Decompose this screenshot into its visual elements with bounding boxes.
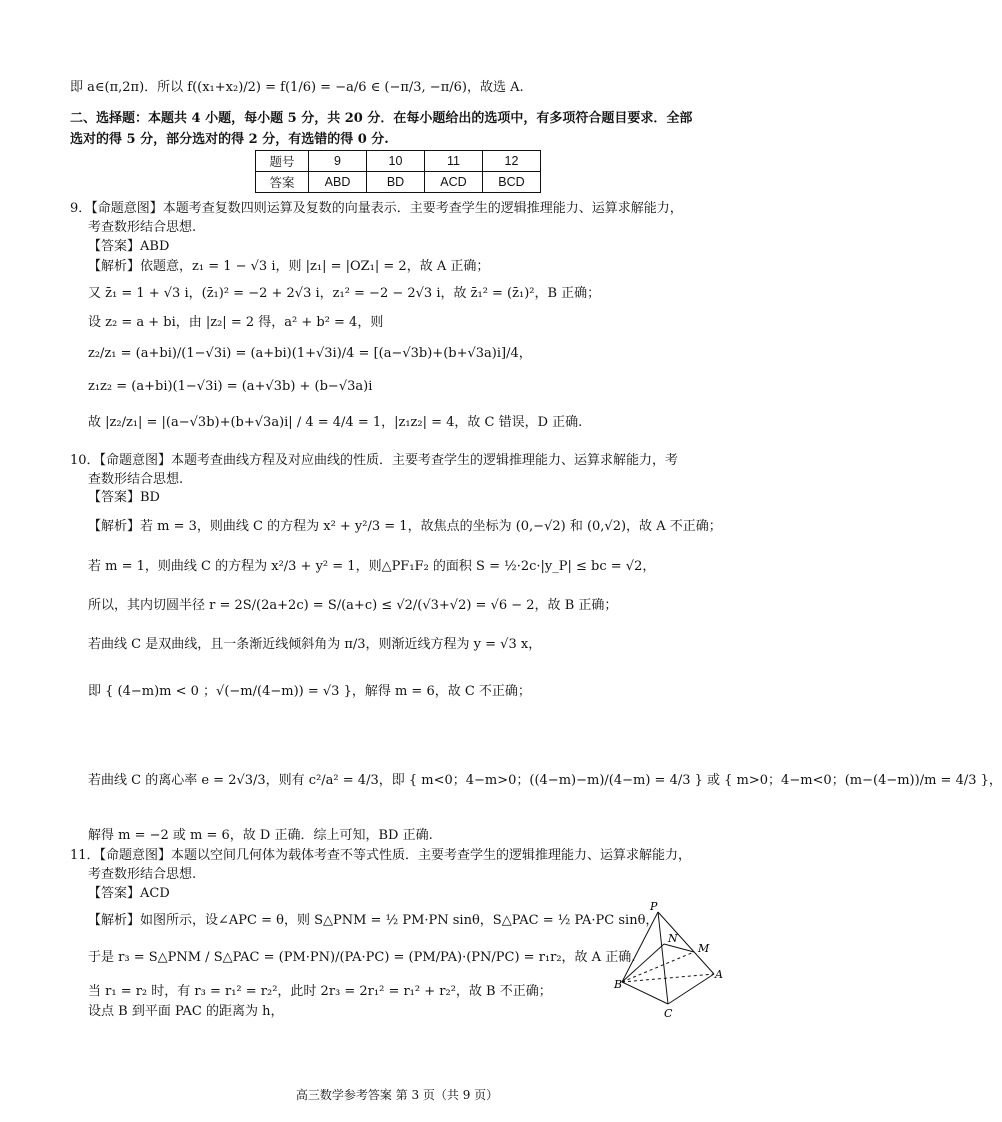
q9-analysis-4: z₂/z₁ = (a+bi)/(1−√3i) = (a+bi)(1+√3i)/4 = [(a−√3b)+(b+√3a)i]/4，: [88, 346, 532, 361]
q11-analysis-4: 设点 B 到平面 PAC 的距离为 h，: [88, 1004, 284, 1019]
table-cell: BCD: [483, 172, 541, 193]
edge-CA: [668, 974, 714, 1004]
label-C: C: [664, 1007, 673, 1020]
edge-BN: [622, 944, 664, 982]
q10-analysis-5: 即 { (4−m)m < 0 ；√(−m/(4−m)) = √3 }，解得 m = 6，故 C 不正确；: [88, 684, 531, 699]
q9-intent-cont: 考查数形结合思想.: [88, 220, 197, 235]
table-cell: BD: [367, 172, 425, 193]
q9-intent: 9．【命题意图】本题考查复数四则运算及复数的向量表示．主要考查学生的逻辑推理能力、运算求解能力，: [70, 201, 683, 216]
q11-analysis-3: 当 r₁ = r₂ 时，有 r₃ = r₁² = r₂²，此时 2r₃ = 2r₁² = r₁² + r₂²，故 B 不正确；: [88, 984, 552, 999]
q10-analysis-6: 若曲线 C 的离心率 e = 2√3/3，则有 c²/a² = 4/3，即 { m<0；4−m>0；((4−m)−m)/(4−m) = 4/3 } 或 { m>0；4−m<0；(m−(4−m))/m = 4/3 }，: [88, 773, 1002, 788]
q10-analysis-7: 解得 m = −2 或 m = 6，故 D 正确．综上可知，BD 正确.: [88, 828, 433, 843]
label-P: P: [650, 900, 658, 913]
table-cell: 11: [425, 151, 483, 172]
edge-NM: [664, 944, 694, 952]
q11-intent-cont: 考查数形结合思想.: [88, 867, 197, 882]
table-cell: 12: [483, 151, 541, 172]
q11-analysis-1: 【解析】如图所示，设∠APC = θ，则 S△PNM = ½ PM·PN sinθ，S△PAC = ½ PA·PC sinθ，: [88, 913, 659, 928]
q10-analysis-4: 若曲线 C 是双曲线，且一条渐近线倾斜角为 π/3，则渐近线方程为 y = √3 x，: [88, 637, 542, 652]
q10-intent: 10．【命题意图】本题考查曲线方程及对应曲线的性质．主要考查学生的逻辑推理能力、运算求解能力，考: [70, 453, 679, 468]
table-row: [256, 151, 541, 172]
q10-analysis-1: 【解析】若 m = 3，则曲线 C 的方程为 x² + y²/3 = 1，故焦点的坐标为 (0,−√2) 和 (0,√2)，故 A 不正确；: [88, 519, 722, 534]
tetrahedron-svg: [614, 900, 724, 1020]
table-cell: 10: [367, 151, 425, 172]
q9-analysis-6: 故 |z₂/z₁| = |(a−√3b)+(b+√3a)i| / 4 = 4/4 = 1，|z₁z₂| = 4，故 C 错误，D 正确.: [88, 415, 583, 430]
page-footer: 高三数学参考答案 第 3 页（共 9 页）: [295, 1088, 499, 1102]
table-cell: 答案: [256, 172, 309, 193]
section-heading: 二、选择题：本题共 4 小题，每小题 5 分，共 20 分．在每小题给出的选项中，有多项符合题目要求．全部: [70, 111, 693, 126]
label-M: M: [698, 942, 710, 955]
table-cell: ACD: [425, 172, 483, 193]
q11-answer: 【答案】ACD: [88, 886, 170, 901]
edge-PB: [622, 912, 658, 982]
table-cell: 9: [309, 151, 367, 172]
answer-table: [255, 150, 541, 193]
label-N: N: [668, 932, 678, 945]
q9-answer: 【答案】ABD: [88, 239, 170, 254]
label-A: A: [715, 968, 723, 981]
q9-analysis-1: 【解析】依题意，z₁ = 1 − √3 i，则 |z₁| = |OZ₁| = 2，故 A 正确；: [88, 259, 490, 274]
q10-analysis-3: 所以，其内切圆半径 r = 2S/(2a+2c) = S/(a+c) ≤ √2/(√3+√2) = √6 − 2，故 B 正确；: [88, 598, 618, 613]
table-cell: 题号: [256, 151, 309, 172]
edge-BA: [622, 974, 714, 982]
edge-BC: [622, 982, 668, 1004]
q9-analysis-2: 又 z̄₁ = 1 + √3 i，(z̄₁)² = −2 + 2√3 i，z₁² = −2 − 2√3 i，故 z̄₁² = (z̄₁)²，B 正确；: [88, 286, 601, 301]
line-conclusion-q8: 即 a∈(π,2π)．所以 f((x₁+x₂)/2) = f(1/6) = −a/6 ∈ (−π/3, −π/6)，故选 A.: [70, 80, 524, 95]
table-cell: ABD: [309, 172, 367, 193]
q10-analysis-2: 若 m = 1，则曲线 C 的方程为 x²/3 + y² = 1，则△PF₁F₂ 的面积 S = ½·2c·|y_P| ≤ bc = √2，: [88, 559, 656, 574]
edge-BM: [622, 952, 694, 982]
q11-analysis-2: 于是 r₃ = S△PNM / S△PAC = (PM·PN)/(PA·PC) = (PM/PA)·(PN/PC) = r₁r₂，故 A 正确.: [88, 950, 636, 965]
q11-intent: 11．【命题意图】本题以空间几何体为载体考查不等式性质．主要考查学生的逻辑推理能力、运算求解能力，: [70, 848, 692, 863]
q9-analysis-5: z₁z₂ = (a+bi)(1−√3i) = (a+√3b) + (b−√3a)i: [88, 379, 373, 394]
table-row: [256, 172, 541, 193]
section-heading-cont: 选对的得 5 分，部分选对的得 2 分，有选错的得 0 分.: [70, 132, 389, 147]
q10-intent-cont: 查数形结合思想.: [88, 472, 184, 487]
q10-answer: 【答案】BD: [88, 490, 160, 505]
tetrahedron-figure: [614, 900, 724, 1020]
edge-PC: [658, 912, 668, 1004]
label-B: B: [614, 978, 623, 991]
q9-analysis-3: 设 z₂ = a + bi，由 |z₂| = 2 得，a² + b² = 4，则: [88, 315, 384, 330]
